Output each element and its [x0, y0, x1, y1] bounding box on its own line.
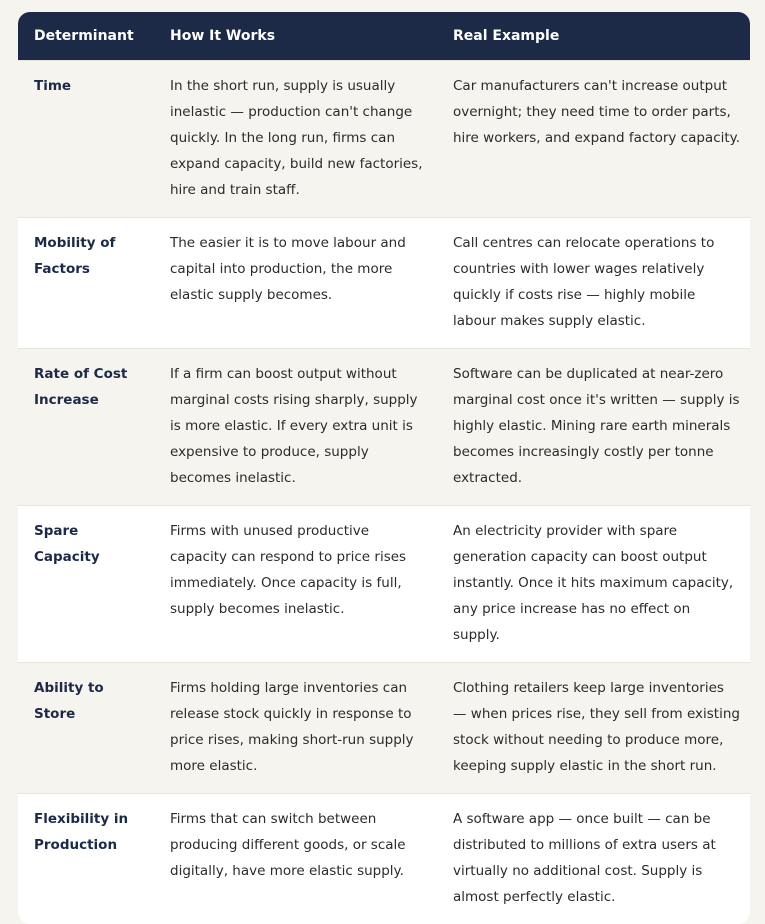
supply-elasticity-determinants-table: [18, 12, 750, 924]
table-row: [18, 663, 750, 794]
real-example-cell: A software app — once built — can be distributed to millions of extra users at virtually no additional cost. Supply is almost perfectly elastic.: [437, 794, 750, 924]
real-example-cell: Clothing retailers keep large inventories — when prices rise, they sell from existing stock without needing to produce more, keeping supply elastic in the short run.: [437, 663, 750, 794]
table-header: [18, 12, 750, 61]
how-it-works-cell: Firms that can switch between producing different goods, or scale digitally, have more elastic supply.: [154, 794, 437, 924]
table-row: [18, 61, 750, 218]
determinant-cell: Spare Capacity: [18, 506, 154, 663]
determinant-cell: Ability to Store: [18, 663, 154, 794]
table-row: [18, 794, 750, 924]
how-it-works-cell: The easier it is to move labour and capital into production, the more elastic supply becomes.: [154, 218, 437, 349]
table-row: [18, 349, 750, 506]
table-row: [18, 506, 750, 663]
real-example-cell: Call centres can relocate operations to countries with lower wages relatively quickly if costs rise — highly mobile labour makes supply elastic.: [437, 218, 750, 349]
determinant-cell: Flexibility in Production: [18, 794, 154, 924]
real-example-cell: Car manufacturers can't increase output overnight; they need time to order parts, hire workers, and expand factory capacity.: [437, 61, 750, 218]
header-real-example: Real Example: [437, 12, 750, 61]
header-row: [18, 12, 750, 61]
determinant-cell: Time: [18, 61, 154, 218]
determinant-cell: Mobility of Factors: [18, 218, 154, 349]
determinant-cell: Rate of Cost Increase: [18, 349, 154, 506]
header-determinant: Determinant: [18, 12, 154, 61]
how-it-works-cell: If a firm can boost output without marginal costs rising sharply, supply is more elastic. If every extra unit is expensive to produce, supply becomes inelastic.: [154, 349, 437, 506]
how-it-works-cell: In the short run, supply is usually inelastic — production can't change quickly. In the long run, firms can expand capacity, build new factories, hire and train staff.: [154, 61, 437, 218]
elasticity-table-container: [18, 12, 750, 924]
how-it-works-cell: Firms holding large inventories can release stock quickly in response to price rises, making short-run supply more elastic.: [154, 663, 437, 794]
real-example-cell: Software can be duplicated at near-zero marginal cost once it's written — supply is highly elastic. Mining rare earth minerals becomes increasingly costly per tonne extracted.: [437, 349, 750, 506]
table-body: [18, 61, 750, 924]
how-it-works-cell: Firms with unused productive capacity can respond to price rises immediately. Once capacity is full, supply becomes inelastic.: [154, 506, 437, 663]
table-row: [18, 218, 750, 349]
header-how-it-works: How It Works: [154, 12, 437, 61]
real-example-cell: An electricity provider with spare generation capacity can boost output instantly. Once it hits maximum capacity, any price increase has no effect on supply.: [437, 506, 750, 663]
